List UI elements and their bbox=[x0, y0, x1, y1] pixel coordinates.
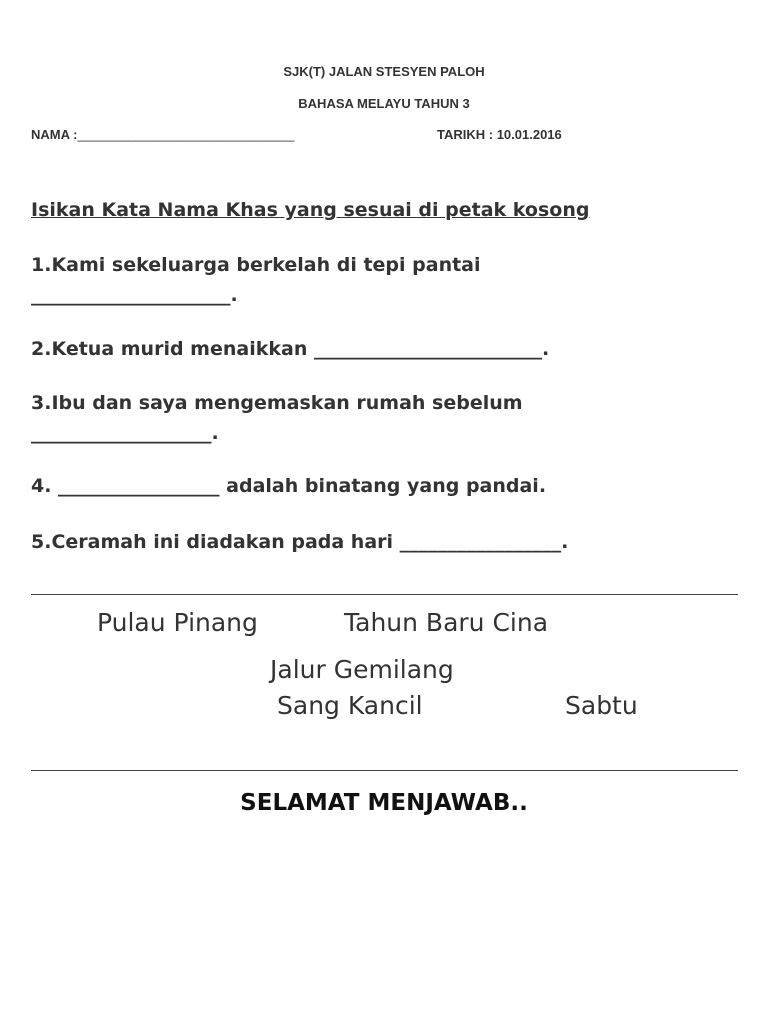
question-4: 4. _________________ adalah binatang yang pandai. bbox=[31, 475, 547, 497]
answer-option: Jalur Gemilang bbox=[270, 655, 454, 684]
closing-text: SELAMAT MENJAWAB.. bbox=[240, 790, 528, 816]
subject-title: BAHASA MELAYU TAHUN 3 bbox=[298, 96, 470, 111]
question-1: 1.Kami sekeluarga berkelah di tepi pantai bbox=[31, 254, 481, 276]
answer-option: Sang Kancil bbox=[277, 691, 423, 720]
divider-top bbox=[31, 594, 738, 595]
date-label: TARIKH : 10.01.2016 bbox=[437, 127, 562, 142]
name-blank: ______________________________ bbox=[77, 127, 295, 142]
instruction-heading: Isikan Kata Nama Khas yang sesuai di petak kosong bbox=[31, 199, 590, 221]
answer-option: Sabtu bbox=[565, 691, 638, 720]
question-5: 5.Ceramah ini diadakan pada hari _________________. bbox=[31, 531, 569, 553]
answer-option: Pulau Pinang bbox=[97, 608, 258, 637]
divider-bottom bbox=[31, 770, 738, 771]
answer-option: Tahun Baru Cina bbox=[344, 608, 549, 637]
school-name: SJK(T) JALAN STESYEN PALOH bbox=[283, 64, 485, 79]
question-1-blank: _____________________. bbox=[31, 284, 238, 306]
question-2: 2.Ketua murid menaikkan ________________________. bbox=[31, 338, 550, 360]
question-3: 3.Ibu dan saya mengemaskan rumah sebelum bbox=[31, 392, 523, 414]
name-label: NAMA : bbox=[31, 127, 78, 142]
question-3-blank: ___________________. bbox=[31, 422, 219, 444]
name-row bbox=[31, 127, 294, 142]
